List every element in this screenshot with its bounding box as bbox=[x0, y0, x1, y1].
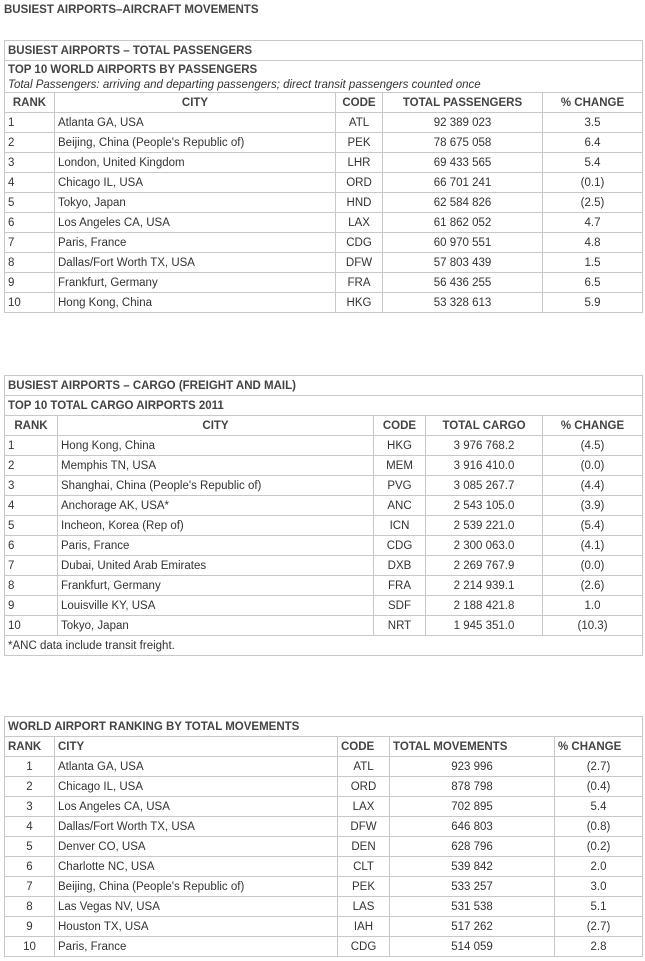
city-cell: Tokyo, Japan bbox=[55, 193, 336, 213]
rank-cell: 2 bbox=[5, 133, 55, 153]
rank-cell: 6 bbox=[5, 857, 55, 877]
col-total-cargo: TOTAL CARGO bbox=[426, 416, 543, 436]
total-cell: 56 436 255 bbox=[383, 273, 543, 293]
table-row bbox=[5, 937, 643, 957]
total-cell: 69 433 565 bbox=[383, 153, 543, 173]
code-cell: FRA bbox=[336, 273, 383, 293]
rank-cell: 8 bbox=[5, 253, 55, 273]
code-cell: MEM bbox=[374, 456, 426, 476]
col-city: CITY bbox=[55, 93, 336, 113]
city-cell: Memphis TN, USA bbox=[58, 456, 374, 476]
code-cell: LAX bbox=[336, 213, 383, 233]
code-cell: ATL bbox=[336, 113, 383, 133]
code-cell: IAH bbox=[338, 917, 390, 937]
city-cell: Hong Kong, China bbox=[58, 436, 374, 456]
city-cell: Paris, France bbox=[55, 937, 338, 957]
col-rank: RANK bbox=[5, 416, 58, 436]
city-cell: Dallas/Fort Worth TX, USA bbox=[55, 817, 338, 837]
percent-change-cell: 5.4 bbox=[555, 797, 643, 817]
total-cell: 3 916 410.0 bbox=[426, 456, 543, 476]
table-row bbox=[5, 516, 643, 536]
cargo-footnote: *ANC data include transit freight. bbox=[5, 636, 643, 656]
table-row bbox=[5, 213, 643, 233]
table-row bbox=[5, 293, 643, 313]
rank-cell: 7 bbox=[5, 556, 58, 576]
total-cell: 1 945 351.0 bbox=[426, 616, 543, 636]
rank-cell: 10 bbox=[5, 293, 55, 313]
rank-cell: 4 bbox=[5, 173, 55, 193]
city-cell: Charlotte NC, USA bbox=[55, 857, 338, 877]
total-cell: 2 539 221.0 bbox=[426, 516, 543, 536]
code-cell: CLT bbox=[338, 857, 390, 877]
rank-cell: 1 bbox=[5, 436, 58, 456]
total-cell: 61 862 052 bbox=[383, 213, 543, 233]
city-cell: Tokyo, Japan bbox=[58, 616, 374, 636]
percent-change-cell: (4.5) bbox=[543, 436, 643, 456]
cargo-header-row bbox=[5, 416, 643, 436]
table-row bbox=[5, 917, 643, 937]
code-cell: ATL bbox=[338, 757, 390, 777]
total-cell: 62 584 826 bbox=[383, 193, 543, 213]
table-row bbox=[5, 757, 643, 777]
total-cell: 628 796 bbox=[390, 837, 555, 857]
total-cell: 2 543 105.0 bbox=[426, 496, 543, 516]
passengers-note: Total Passengers: arriving and departing passengers; direct transit passengers counted once bbox=[5, 79, 643, 93]
rank-cell: 6 bbox=[5, 213, 55, 233]
total-cell: 2 188 421.8 bbox=[426, 596, 543, 616]
movements-heading: WORLD AIRPORT RANKING BY TOTAL MOVEMENTS bbox=[5, 717, 643, 737]
rank-cell: 3 bbox=[5, 476, 58, 496]
passengers-header-row bbox=[5, 93, 643, 113]
table-row bbox=[5, 837, 643, 857]
total-cell: 2 214 939.1 bbox=[426, 576, 543, 596]
city-cell: Chicago IL, USA bbox=[55, 777, 338, 797]
rank-cell: 4 bbox=[5, 496, 58, 516]
percent-change-cell: 5.1 bbox=[555, 897, 643, 917]
city-cell: Hong Kong, China bbox=[55, 293, 336, 313]
total-cell: 57 803 439 bbox=[383, 253, 543, 273]
code-cell: HKG bbox=[374, 436, 426, 456]
table-row bbox=[5, 897, 643, 917]
percent-change-cell: (0.0) bbox=[543, 556, 643, 576]
table-row bbox=[5, 576, 643, 596]
movements-header-row bbox=[5, 737, 643, 757]
rank-cell: 5 bbox=[5, 516, 58, 536]
percent-change-cell: (2.7) bbox=[555, 757, 643, 777]
rank-cell: 9 bbox=[5, 596, 58, 616]
table-row bbox=[5, 253, 643, 273]
percent-change-cell: 6.5 bbox=[543, 273, 643, 293]
total-cell: 539 842 bbox=[390, 857, 555, 877]
code-cell: HKG bbox=[336, 293, 383, 313]
table-row bbox=[5, 113, 643, 133]
rank-cell: 4 bbox=[5, 817, 55, 837]
table-row bbox=[5, 616, 643, 636]
col-total-movements: TOTAL MOVEMENTS bbox=[390, 737, 555, 757]
percent-change-cell: 3.0 bbox=[555, 877, 643, 897]
cargo-heading: BUSIEST AIRPORTS – CARGO (FREIGHT AND MAIL) bbox=[5, 376, 643, 396]
percent-change-cell: 2.0 bbox=[555, 857, 643, 877]
code-cell: CDG bbox=[338, 937, 390, 957]
city-cell: Louisville KY, USA bbox=[58, 596, 374, 616]
col-code: CODE bbox=[374, 416, 426, 436]
passengers-body bbox=[5, 113, 643, 313]
total-cell: 3 976 768.2 bbox=[426, 436, 543, 456]
cargo-body bbox=[5, 436, 643, 636]
total-cell: 702 895 bbox=[390, 797, 555, 817]
rank-cell: 6 bbox=[5, 536, 58, 556]
code-cell: ORD bbox=[338, 777, 390, 797]
code-cell: LHR bbox=[336, 153, 383, 173]
percent-change-cell: 1.0 bbox=[543, 596, 643, 616]
rank-cell: 3 bbox=[5, 797, 55, 817]
code-cell: DEN bbox=[338, 837, 390, 857]
total-cell: 878 798 bbox=[390, 777, 555, 797]
table-row bbox=[5, 797, 643, 817]
col-city: CITY bbox=[58, 416, 374, 436]
city-cell: Shanghai, China (People's Republic of) bbox=[58, 476, 374, 496]
code-cell: ORD bbox=[336, 173, 383, 193]
rank-cell: 5 bbox=[5, 193, 55, 213]
percent-change-cell: 4.7 bbox=[543, 213, 643, 233]
percent-change-cell: 3.5 bbox=[543, 113, 643, 133]
percent-change-cell: (0.2) bbox=[555, 837, 643, 857]
city-cell: Denver CO, USA bbox=[55, 837, 338, 857]
city-cell: Houston TX, USA bbox=[55, 917, 338, 937]
rank-cell: 10 bbox=[5, 616, 58, 636]
rank-cell: 10 bbox=[5, 937, 55, 957]
table-row bbox=[5, 436, 643, 456]
city-cell: Los Angeles CA, USA bbox=[55, 213, 336, 233]
code-cell: DFW bbox=[336, 253, 383, 273]
table-row bbox=[5, 536, 643, 556]
table-row bbox=[5, 273, 643, 293]
total-cell: 646 803 bbox=[390, 817, 555, 837]
city-cell: Frankfurt, Germany bbox=[58, 576, 374, 596]
percent-change-cell: (0.1) bbox=[543, 173, 643, 193]
code-cell: DXB bbox=[374, 556, 426, 576]
total-cell: 92 389 023 bbox=[383, 113, 543, 133]
code-cell: PEK bbox=[338, 877, 390, 897]
city-cell: London, United Kingdom bbox=[55, 153, 336, 173]
city-cell: Beijing, China (People's Republic of) bbox=[55, 133, 336, 153]
city-cell: Dallas/Fort Worth TX, USA bbox=[55, 253, 336, 273]
code-cell: CDG bbox=[336, 233, 383, 253]
rank-cell: 5 bbox=[5, 837, 55, 857]
city-cell: Las Vegas NV, USA bbox=[55, 897, 338, 917]
total-cell: 3 085 267.7 bbox=[426, 476, 543, 496]
col-city: CITY bbox=[55, 737, 338, 757]
table-row bbox=[5, 153, 643, 173]
code-cell: LAX bbox=[338, 797, 390, 817]
table-row bbox=[5, 877, 643, 897]
city-cell: Frankfurt, Germany bbox=[55, 273, 336, 293]
code-cell: HND bbox=[336, 193, 383, 213]
rank-cell: 7 bbox=[5, 233, 55, 253]
percent-change-cell: (2.5) bbox=[543, 193, 643, 213]
rank-cell: 9 bbox=[5, 273, 55, 293]
passengers-section bbox=[4, 40, 643, 313]
col-total-passengers: TOTAL PASSENGERS bbox=[383, 93, 543, 113]
col-percent-change: % CHANGE bbox=[555, 737, 643, 757]
table-row bbox=[5, 857, 643, 877]
rank-cell: 8 bbox=[5, 897, 55, 917]
col-code: CODE bbox=[336, 93, 383, 113]
code-cell: ANC bbox=[374, 496, 426, 516]
percent-change-cell: (5.4) bbox=[543, 516, 643, 536]
code-cell: SDF bbox=[374, 596, 426, 616]
rank-cell: 1 bbox=[5, 113, 55, 133]
percent-change-cell: (4.4) bbox=[543, 476, 643, 496]
percent-change-cell: (4.1) bbox=[543, 536, 643, 556]
percent-change-cell: (10.3) bbox=[543, 616, 643, 636]
rank-cell: 2 bbox=[5, 456, 58, 476]
col-rank: RANK bbox=[5, 737, 55, 757]
percent-change-cell: (3.9) bbox=[543, 496, 643, 516]
movements-body bbox=[5, 757, 643, 957]
table-row bbox=[5, 496, 643, 516]
col-percent-change: % CHANGE bbox=[543, 416, 643, 436]
code-cell: FRA bbox=[374, 576, 426, 596]
total-cell: 514 059 bbox=[390, 937, 555, 957]
table-row bbox=[5, 596, 643, 616]
col-rank: RANK bbox=[5, 93, 55, 113]
total-cell: 2 300 063.0 bbox=[426, 536, 543, 556]
percent-change-cell: 4.8 bbox=[543, 233, 643, 253]
code-cell: PEK bbox=[336, 133, 383, 153]
code-cell: PVG bbox=[374, 476, 426, 496]
percent-change-cell: 2.8 bbox=[555, 937, 643, 957]
code-cell: LAS bbox=[338, 897, 390, 917]
cargo-section bbox=[4, 375, 643, 656]
city-cell: Dubai, United Arab Emirates bbox=[58, 556, 374, 576]
passengers-subheading: TOP 10 WORLD AIRPORTS BY PASSENGERS bbox=[5, 61, 643, 79]
city-cell: Beijing, China (People's Republic of) bbox=[55, 877, 338, 897]
city-cell: Atlanta GA, USA bbox=[55, 113, 336, 133]
percent-change-cell: 5.4 bbox=[543, 153, 643, 173]
total-cell: 531 538 bbox=[390, 897, 555, 917]
table-row bbox=[5, 173, 643, 193]
col-code: CODE bbox=[338, 737, 390, 757]
rank-cell: 9 bbox=[5, 917, 55, 937]
col-percent-change: % CHANGE bbox=[543, 93, 643, 113]
percent-change-cell: 6.4 bbox=[543, 133, 643, 153]
percent-change-cell: (0.4) bbox=[555, 777, 643, 797]
table-row bbox=[5, 233, 643, 253]
rank-cell: 3 bbox=[5, 153, 55, 173]
passengers-heading: BUSIEST AIRPORTS – TOTAL PASSENGERS bbox=[5, 41, 643, 61]
rank-cell: 2 bbox=[5, 777, 55, 797]
total-cell: 53 328 613 bbox=[383, 293, 543, 313]
total-cell: 517 262 bbox=[390, 917, 555, 937]
table-row bbox=[5, 456, 643, 476]
table-row bbox=[5, 817, 643, 837]
total-cell: 2 269 767.9 bbox=[426, 556, 543, 576]
movements-table bbox=[4, 716, 643, 957]
rank-cell: 8 bbox=[5, 576, 58, 596]
total-cell: 60 970 551 bbox=[383, 233, 543, 253]
total-cell: 533 257 bbox=[390, 877, 555, 897]
table-row bbox=[5, 556, 643, 576]
city-cell: Incheon, Korea (Rep of) bbox=[58, 516, 374, 536]
total-cell: 923 996 bbox=[390, 757, 555, 777]
rank-cell: 1 bbox=[5, 757, 55, 777]
passengers-table bbox=[4, 40, 643, 313]
cargo-subheading: TOP 10 TOTAL CARGO AIRPORTS 2011 bbox=[5, 396, 643, 416]
movements-section bbox=[4, 716, 643, 957]
percent-change-cell: (0.0) bbox=[543, 456, 643, 476]
total-cell: 66 701 241 bbox=[383, 173, 543, 193]
table-row bbox=[5, 133, 643, 153]
code-cell: CDG bbox=[374, 536, 426, 556]
city-cell: Paris, France bbox=[55, 233, 336, 253]
code-cell: DFW bbox=[338, 817, 390, 837]
code-cell: NRT bbox=[374, 616, 426, 636]
total-cell: 78 675 058 bbox=[383, 133, 543, 153]
percent-change-cell: 5.9 bbox=[543, 293, 643, 313]
city-cell: Anchorage AK, USA* bbox=[58, 496, 374, 516]
city-cell: Chicago IL, USA bbox=[55, 173, 336, 193]
cargo-table bbox=[4, 375, 643, 656]
city-cell: Atlanta GA, USA bbox=[55, 757, 338, 777]
percent-change-cell: 1.5 bbox=[543, 253, 643, 273]
city-cell: Los Angeles CA, USA bbox=[55, 797, 338, 817]
percent-change-cell: (0.8) bbox=[555, 817, 643, 837]
table-row bbox=[5, 777, 643, 797]
rank-cell: 7 bbox=[5, 877, 55, 897]
page-title: BUSIEST AIRPORTS–AIRCRAFT MOVEMENTS bbox=[4, 4, 259, 16]
code-cell: ICN bbox=[374, 516, 426, 536]
percent-change-cell: (2.7) bbox=[555, 917, 643, 937]
city-cell: Paris, France bbox=[58, 536, 374, 556]
table-row bbox=[5, 193, 643, 213]
table-row bbox=[5, 476, 643, 496]
percent-change-cell: (2.6) bbox=[543, 576, 643, 596]
